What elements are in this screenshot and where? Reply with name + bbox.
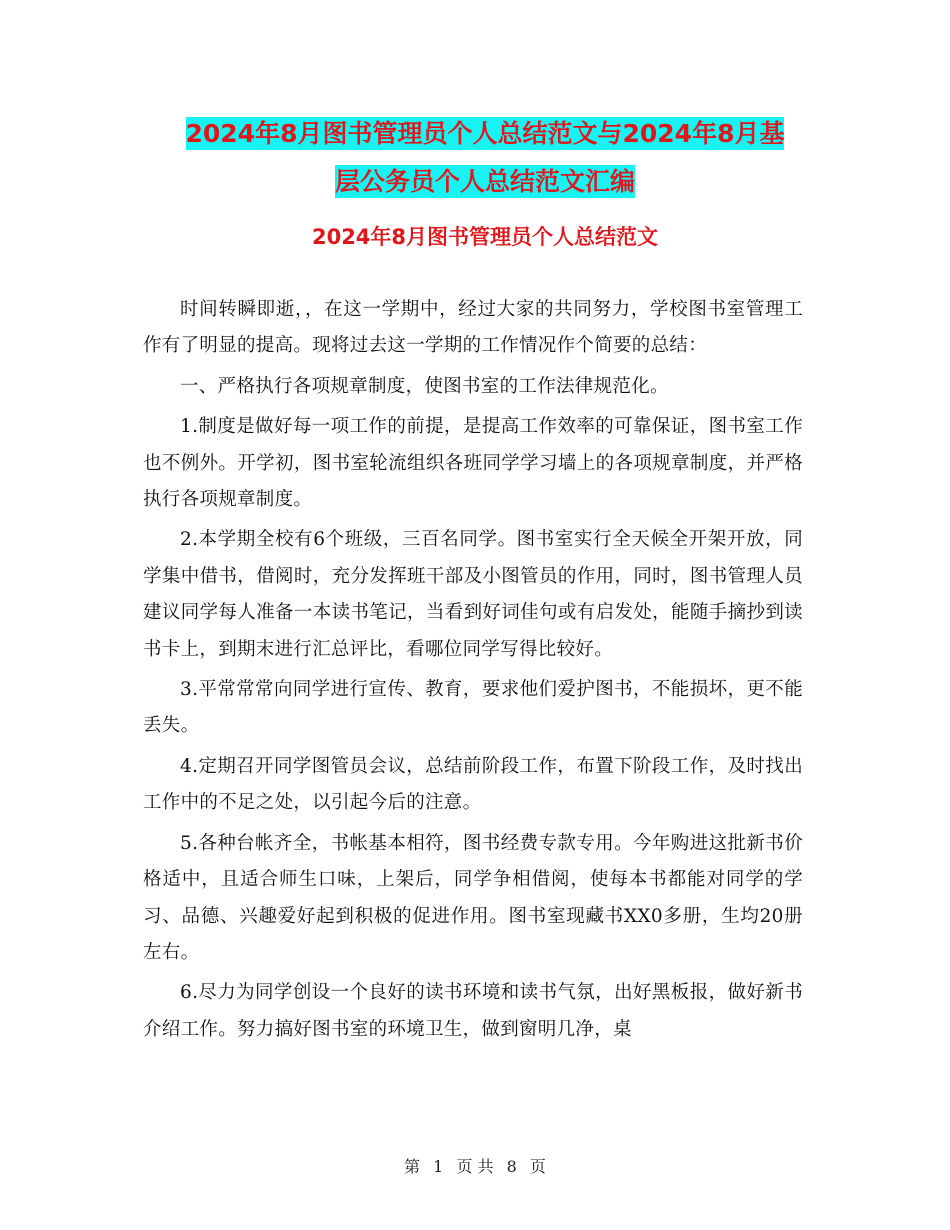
footer-page-number: 1: [433, 1157, 444, 1176]
paragraph: 1.制度是做好每一项工作的前提，是提高工作效率的可靠保证，图书室工作也不例外。开学初，图书室轮流组织各班同学学习墙上的各项规章制度，并严格执行各项规章制度。: [143, 416, 803, 511]
footer-mid: 页 共: [456, 1157, 494, 1176]
document-body: [143, 292, 803, 1048]
paragraph: 6.尽力为同学创设一个良好的读书环境和读书气氛，出好黑板报，做好新书介绍工作。努力搞好图书室的环境卫生，做到窗明几净，桌: [143, 982, 803, 1040]
paragraph: 4.定期召开同学图管员会议，总结前阶段工作，布置下阶段工作，及时找出工作中的不足之处，以引起今后的注意。: [143, 755, 803, 814]
document-title-line-2: 层公务员个人总结范文汇编: [334, 167, 635, 196]
page-footer: [0, 1154, 950, 1177]
footer-prefix: 第: [404, 1157, 421, 1176]
section-title: 2024年8月图书管理员个人总结范文: [311, 225, 659, 249]
paragraph: 2.本学期全校有6个班级，三百名同学。图书室实行全天候全开架开放，同学集中借书，借阅时，充分发挥班干部及小图管员的作用，同时，图书管理人员建议同学每人准备一本读书笔记，当看到好词佳句或有启发处，能随手摘抄到读书卡上，到期末进行汇总评比，看哪位同学写得比较好。: [143, 529, 803, 660]
document-title: [140, 110, 830, 206]
paragraph: 5.各种台帐齐全，书帐基本相符，图书经费专款专用。今年购进这批新书价格适中，且适合师生口味，上架后，同学争相借阅，使每本书都能对同学的学习、品德、兴趣爱好起到积极的促进作用。图书室现藏书XX0多册，生均20册左右。: [143, 832, 803, 963]
footer-suffix: 页: [529, 1157, 546, 1176]
paragraph: 一、严格执行各项规章制度，使图书室的工作法律规范化。: [180, 375, 669, 397]
paragraph: 3.平常常常向同学进行宣传、教育，要求他们爱护图书，不能损坏，更不能丢失。: [143, 679, 803, 737]
footer-total-pages: 8: [506, 1157, 517, 1176]
document-title-line-1: 2024年8月图书管理员个人总结范文与2024年8月基: [185, 119, 785, 148]
paragraph: 时间转瞬即逝，，在这一学期中，经过大家的共同努力，学校图书室管理工作有了明显的提高。现将过去这一学期的工作情况作个简要的总结：: [143, 299, 803, 357]
